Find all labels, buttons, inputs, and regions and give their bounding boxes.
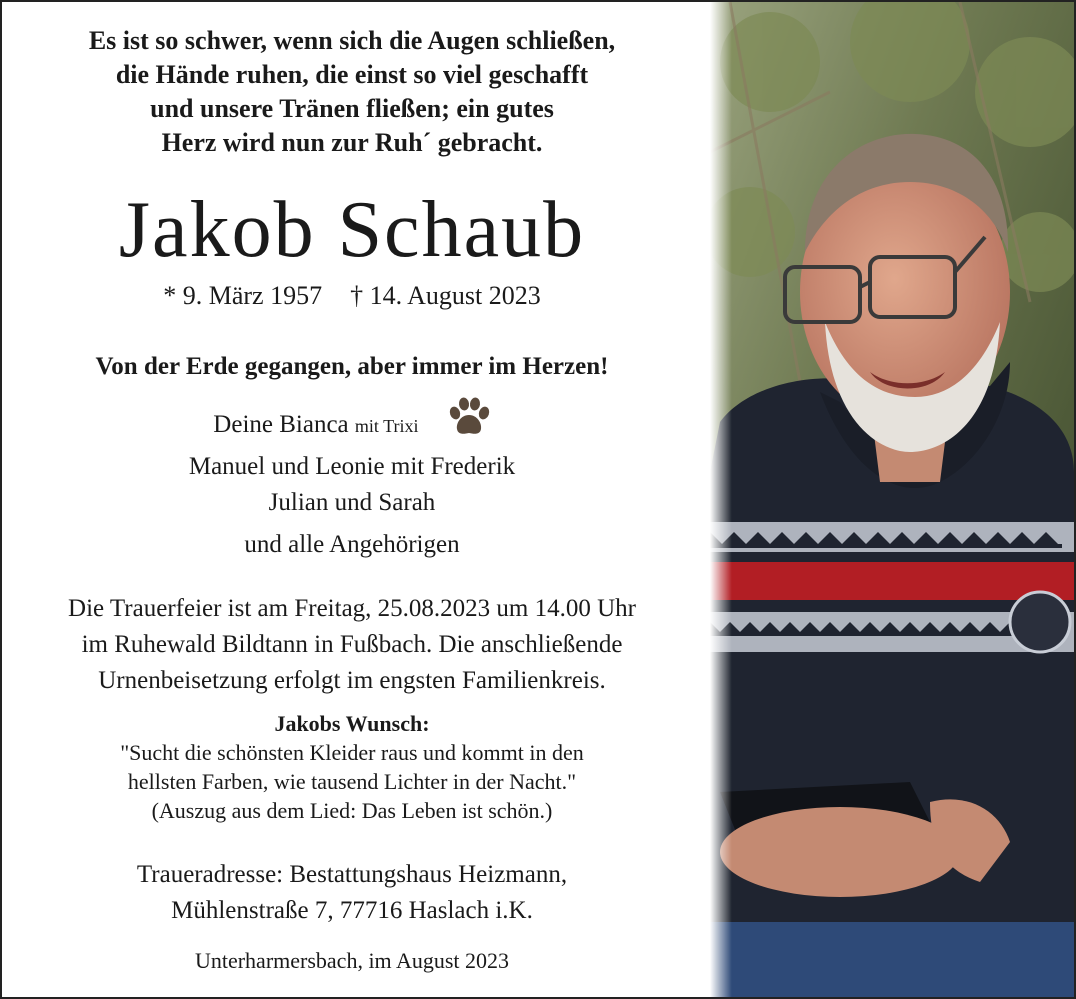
text-column bbox=[2, 2, 702, 997]
portrait-photo bbox=[710, 2, 1074, 997]
deceased-name: Jakob Schaub bbox=[118, 186, 586, 274]
mourner-pet: mit Trixi bbox=[354, 416, 419, 437]
poem-line: die Hände ruhen, die einst so viel geschafft bbox=[115, 60, 589, 89]
wish-line: hellsten Farben, wie tausend Lichter in der Nacht." bbox=[127, 769, 577, 794]
ceremony-line: Urnenbeisetzung erfolgt im engsten Familienkreis. bbox=[98, 667, 606, 694]
poem bbox=[2, 24, 702, 160]
death-date: † 14. August 2023 bbox=[350, 281, 541, 310]
poem-line: Es ist so schwer, wenn sich die Augen schließen, bbox=[88, 26, 616, 55]
mourners bbox=[2, 404, 702, 521]
birth-date: * 9. März 1957 bbox=[163, 281, 323, 310]
poem-line: Herz wird nun zur Ruh´ gebracht. bbox=[161, 128, 543, 157]
mourner-line: Manuel und Leonie mit Frederik bbox=[188, 453, 516, 480]
poem-line: und unsere Tränen fließen; ein gutes bbox=[150, 94, 554, 123]
wish-source: (Auszug aus dem Lied: Das Leben ist schön.) bbox=[151, 798, 553, 823]
ceremony-line: im Ruhewald Bildtann in Fußbach. Die anschließende bbox=[81, 631, 623, 658]
mourner-line bbox=[2, 404, 702, 449]
relatives: und alle Angehörigen bbox=[244, 531, 460, 558]
address-line: Mühlenstraße 7, 77716 Haslach i.K. bbox=[171, 897, 533, 924]
wish-line: "Sucht die schönsten Kleider raus und kommt in den bbox=[120, 740, 584, 765]
place-and-date: Unterharmersbach, im August 2023 bbox=[194, 948, 510, 973]
wish-title: Jakobs Wunsch: bbox=[274, 711, 430, 736]
paw-print-icon bbox=[447, 396, 491, 449]
mourner-name: Deine Bianca bbox=[213, 411, 349, 439]
life-dates bbox=[2, 280, 702, 312]
motto: Von der Erde gegangen, aber immer im Herzen! bbox=[95, 353, 609, 380]
mourner-line: Julian und Sarah bbox=[268, 489, 436, 516]
last-wish bbox=[2, 709, 702, 825]
ceremony-line: Die Trauerfeier ist am Freitag, 25.08.2023 um 14.00 Uhr bbox=[68, 595, 636, 622]
mourning-address bbox=[2, 857, 702, 929]
ceremony-info bbox=[2, 591, 702, 699]
address-line: Traueradresse: Bestattungshaus Heizmann, bbox=[136, 861, 568, 888]
